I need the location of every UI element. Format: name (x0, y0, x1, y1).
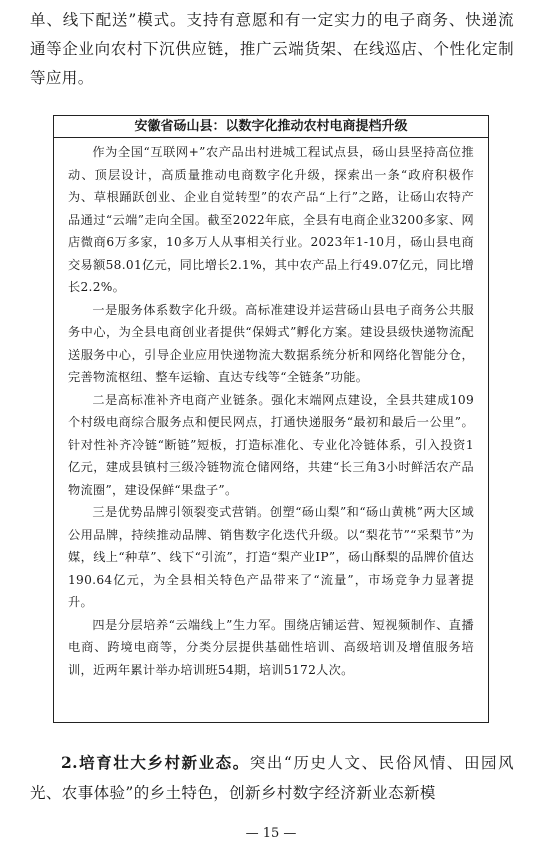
case-study-title: 安徽省砀山县：以数字化推动农村电商提档升级 (134, 119, 408, 134)
title-divider (54, 137, 488, 138)
section-2-heading: 2.培育壮大乡村新业态。 (61, 753, 250, 772)
page-number: — 15 — (245, 826, 297, 841)
intro-text-block (30, 6, 514, 93)
case-paragraph-brand-marketing: 三是优势品牌引领裂变式营销。创塑“砀山梨”和“砀山黄桃”两大区域公用品牌，持续推动品牌、销售数字化迭代升级。以“梨花节”“采梨节”为媒，线上“种草”、线下“引流”，打造“梨产业IP”，砀山酥梨的品牌价值达190.64亿元，为全县相关特色产品带来了“流量”，市场竞争力显著提升。 (68, 505, 474, 609)
case-study-box (53, 115, 489, 723)
case-paragraph-overview: 作为全国“互联网+”农产品出村进城工程试点县，砀山县坚持高位推动、顶层设计，高质量推动电商数字化升级，探索出一条“政府积极作为、草根踊跃创业、企业自觉转型”的农产品“上行”之路，让砀山农特产品通过“云端”走向全国。截至2022年底，全县有电商企业3200多家、网店微商6万多家，10多万人从事相关行业。2023年1-10月，砀山县电商交易额58.01亿元，同比增长2.1%，其中农产品上行49.07亿元，同比增长2.2%。 (68, 145, 474, 294)
case-study-body (68, 141, 474, 681)
section-2-paragraph (30, 748, 514, 808)
case-paragraph-service-system: 一是服务体系数字化升级。高标准建设并运营砀山县电子商务公共服务中心，为全县电商创业者提供“保姆式”孵化方案。建设县级快递物流配送服务中心，引导企业应用快递物流大数据系统分析和网络化智能分仓，完善物流枢纽、整车运输、直达专线等“全链条”功能。 (68, 302, 474, 384)
section-2-text: 突出“历史人文、民俗风情、田园风光、农事体验”的乡土特色，创新乡村数字经济新业态新模 (30, 754, 515, 802)
case-paragraph-industry-chain: 二是高标准补齐电商产业链条。强化末端网点建设，全县共建成109个村级电商综合服务点和便民网点，打通快递服务“最初和最后一公里”。针对性补齐冷链“断链”短板，打造标准化、专业化冷链体系，引入投资1亿元，建成县镇村三级冷链物流仓储网络，共建“长三角3小时鲜活农产品物流圈”，建设保鲜“果盘子”。 (68, 392, 474, 497)
intro-paragraph: 单、线下配送”模式。支持有意愿和有一定实力的电子商务、快递流通等企业向农村下沉供应链，推广云端货架、在线巡店、个性化定制等应用。 (30, 11, 514, 87)
case-paragraph-talent-training: 四是分层培养“云端线上”生力军。围绕店铺运营、短视频制作、直播电商、跨境电商等，分类分层提供基础性培训、高级培训及增值服务培训，近两年累计举办培训班54期，培训5172人次。 (68, 617, 474, 677)
